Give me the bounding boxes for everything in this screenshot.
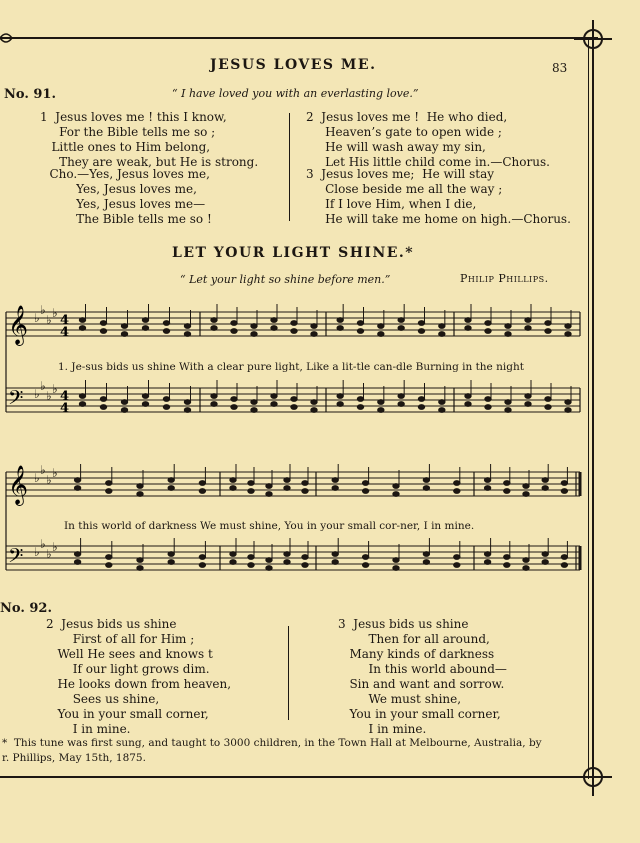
note-head	[362, 489, 368, 494]
time-sig-top-1: 4	[60, 313, 70, 328]
right-border	[592, 37, 594, 779]
note-head	[163, 321, 169, 326]
note-head	[284, 560, 290, 565]
note-head	[525, 318, 531, 323]
svg-text:♭: ♭	[46, 389, 52, 403]
note-head	[523, 484, 529, 489]
note-head	[378, 332, 384, 337]
note-head	[523, 558, 529, 563]
note-head	[505, 408, 511, 413]
note-head	[542, 486, 548, 491]
note-head	[378, 400, 384, 405]
svg-text:♭: ♭	[46, 547, 52, 561]
note-head	[362, 555, 368, 560]
note-head	[565, 324, 571, 329]
note-head	[211, 402, 217, 407]
note-head	[168, 478, 174, 483]
note-head	[454, 555, 460, 560]
note-head	[142, 326, 148, 331]
note-head	[291, 329, 297, 334]
note-head	[378, 324, 384, 329]
svg-text:♭: ♭	[46, 473, 52, 487]
svg-text:♭: ♭	[34, 545, 40, 559]
svg-text:♭: ♭	[40, 537, 46, 551]
note-head	[121, 324, 127, 329]
hymn91-verse3: 3 Jesus loves me; He will stay Close beside me all the way ; If I love Him, when I die, He will take me home on high.—Chorus.	[306, 167, 571, 226]
note-head	[266, 566, 272, 571]
note-head	[485, 329, 491, 334]
note-head	[545, 397, 551, 402]
svg-text:♭: ♭	[52, 540, 58, 554]
note-head	[378, 408, 384, 413]
note-head	[163, 397, 169, 402]
note-head	[184, 332, 190, 337]
note-head	[398, 402, 404, 407]
hymn91-chorus: Cho.—Yes, Jesus loves me, Yes, Jesus loves me, Yes, Jesus loves me— The Bible tells me so !	[49, 167, 212, 226]
note-head	[121, 400, 127, 405]
note-head	[545, 329, 551, 334]
note-head	[199, 563, 205, 568]
note-head	[504, 489, 510, 494]
note-head	[248, 489, 254, 494]
bass-clef-2: 𝄢	[8, 544, 24, 572]
footnote: * This tune was first sung, and taught to 3000 children, in the Town Hall at Melbourne, Australia, by r. Phillips, May 15th, 1875.	[2, 737, 542, 764]
note-head	[423, 560, 429, 565]
note-head	[271, 394, 277, 399]
hymn91-epigraph: “ I have loved you with an everlasting love.”	[172, 87, 419, 100]
note-head	[332, 486, 338, 491]
note-head	[393, 566, 399, 571]
note-head	[565, 408, 571, 413]
note-head	[418, 321, 424, 326]
hymn91-number: No. 91.	[4, 87, 56, 102]
note-head	[251, 400, 257, 405]
note-head	[418, 397, 424, 402]
note-head	[504, 555, 510, 560]
note-head	[211, 318, 217, 323]
corner-ornament-bottom-right	[574, 758, 612, 796]
bottom-border	[0, 776, 598, 778]
note-head	[542, 552, 548, 557]
note-head	[231, 329, 237, 334]
treble-clef-2: 𝄞	[8, 465, 29, 505]
svg-text:♭: ♭	[40, 303, 46, 317]
column-divider-2	[288, 626, 289, 720]
note-head	[79, 318, 85, 323]
note-head	[423, 478, 429, 483]
note-head	[74, 552, 80, 557]
note-head	[100, 405, 106, 410]
corner-ornament-top-right	[574, 20, 612, 58]
note-head	[542, 560, 548, 565]
note-head	[465, 326, 471, 331]
note-head	[302, 489, 308, 494]
note-head	[485, 405, 491, 410]
note-head	[561, 555, 567, 560]
note-head	[525, 394, 531, 399]
note-head	[74, 478, 80, 483]
note-head	[271, 318, 277, 323]
note-head	[465, 402, 471, 407]
time-sig-top-2: 4	[60, 389, 70, 404]
note-head	[565, 332, 571, 337]
note-head	[74, 560, 80, 565]
note-head	[484, 486, 490, 491]
note-head	[302, 563, 308, 568]
note-head	[230, 552, 236, 557]
note-head	[266, 492, 272, 497]
note-head	[337, 326, 343, 331]
note-head	[211, 326, 217, 331]
note-head	[163, 405, 169, 410]
note-head	[302, 481, 308, 486]
note-head	[357, 397, 363, 402]
note-head	[248, 481, 254, 486]
note-head	[284, 552, 290, 557]
top-border	[0, 37, 598, 39]
note-head	[561, 563, 567, 568]
note-head	[439, 400, 445, 405]
note-head	[163, 329, 169, 334]
note-head	[332, 560, 338, 565]
note-head	[142, 402, 148, 407]
note-head	[106, 563, 112, 568]
note-head	[465, 394, 471, 399]
note-head	[100, 329, 106, 334]
hymn92-epigraph: “ Let your light so shine before men.”	[180, 273, 391, 286]
hymn91-verse2: 2 Jesus loves me ! He who died, Heaven’s gate to open wide ; He will wash away my sin, Let His little child come in.—Chorus.	[306, 110, 550, 169]
note-head	[74, 486, 80, 491]
note-head	[505, 324, 511, 329]
note-head	[251, 408, 257, 413]
note-head	[362, 563, 368, 568]
note-head	[523, 566, 529, 571]
svg-text:♭: ♭	[34, 311, 40, 325]
bass-clef-1: 𝄢	[8, 386, 24, 414]
note-head	[337, 318, 343, 323]
note-head	[168, 552, 174, 557]
note-head	[199, 481, 205, 486]
note-head	[393, 492, 399, 497]
hymn92-number: No. 92.	[0, 601, 52, 616]
note-head	[168, 486, 174, 491]
note-head	[525, 402, 531, 407]
note-head	[184, 400, 190, 405]
note-head	[142, 394, 148, 399]
note-head	[100, 397, 106, 402]
note-head	[545, 405, 551, 410]
note-head	[561, 481, 567, 486]
note-head	[79, 326, 85, 331]
note-head	[484, 552, 490, 557]
note-head	[251, 324, 257, 329]
note-head	[439, 408, 445, 413]
page-number: 83	[552, 61, 568, 75]
note-head	[230, 560, 236, 565]
lyrics-line-2: In this world of darkness We must shine, You in your small cor-ner, I in mine.	[64, 520, 475, 532]
note-head	[106, 489, 112, 494]
note-head	[79, 402, 85, 407]
note-head	[362, 481, 368, 486]
note-head	[211, 394, 217, 399]
note-head	[545, 321, 551, 326]
note-head	[337, 394, 343, 399]
note-head	[284, 478, 290, 483]
note-head	[266, 484, 272, 489]
hymn91-verse1: 1 Jesus loves me ! this I know, For the Bible tells me so ; Little ones to Him belong, They are weak, but He is strong.	[40, 110, 259, 169]
note-head	[311, 400, 317, 405]
note-head	[484, 560, 490, 565]
note-head	[106, 481, 112, 486]
note-head	[311, 332, 317, 337]
note-head	[454, 563, 460, 568]
note-head	[465, 318, 471, 323]
note-head	[168, 560, 174, 565]
note-head	[137, 566, 143, 571]
note-head	[423, 486, 429, 491]
note-head	[199, 555, 205, 560]
note-head	[311, 324, 317, 329]
svg-text:♭: ♭	[40, 463, 46, 477]
note-head	[251, 332, 257, 337]
note-head	[398, 326, 404, 331]
note-head	[561, 489, 567, 494]
note-head	[184, 324, 190, 329]
note-head	[485, 397, 491, 402]
svg-text:♭: ♭	[34, 471, 40, 485]
note-head	[393, 558, 399, 563]
note-head	[291, 405, 297, 410]
note-head	[137, 484, 143, 489]
time-sig-bottom-2: 4	[60, 401, 70, 416]
note-head	[231, 321, 237, 326]
note-head	[142, 318, 148, 323]
note-head	[504, 481, 510, 486]
note-head	[137, 558, 143, 563]
note-head	[357, 321, 363, 326]
note-head	[121, 332, 127, 337]
note-head	[137, 492, 143, 497]
note-head	[291, 321, 297, 326]
note-head	[542, 478, 548, 483]
note-head	[184, 408, 190, 413]
hymn92-composer: Philip Phillips.	[460, 272, 549, 285]
note-head	[357, 329, 363, 334]
svg-text:♭: ♭	[40, 379, 46, 393]
note-head	[291, 397, 297, 402]
note-head	[266, 558, 272, 563]
note-head	[439, 324, 445, 329]
note-head	[271, 402, 277, 407]
ornament-top-left	[0, 28, 14, 48]
staff-2-treble	[6, 472, 580, 496]
note-head	[332, 552, 338, 557]
note-head	[231, 405, 237, 410]
music-score	[0, 290, 584, 590]
note-head	[106, 555, 112, 560]
note-head	[199, 489, 205, 494]
note-head	[121, 408, 127, 413]
treble-clef-1: 𝄞	[8, 305, 29, 345]
note-head	[439, 332, 445, 337]
note-head	[504, 563, 510, 568]
svg-text:♭: ♭	[52, 306, 58, 320]
note-head	[230, 478, 236, 483]
note-head	[79, 394, 85, 399]
column-divider	[289, 113, 290, 221]
note-head	[248, 555, 254, 560]
note-head	[418, 329, 424, 334]
note-head	[454, 481, 460, 486]
note-head	[393, 484, 399, 489]
svg-text:♭: ♭	[52, 466, 58, 480]
note-head	[311, 408, 317, 413]
note-head	[337, 402, 343, 407]
hymn92-verse2: 2 Jesus bids us shine First of all for Him ; Well He sees and knows t If our light grows dim. He looks down from heaven, Sees us shine, You in your small corner, I in mine.	[46, 617, 232, 736]
note-head	[418, 405, 424, 410]
note-head	[231, 397, 237, 402]
note-head	[505, 332, 511, 337]
note-head	[332, 478, 338, 483]
right-border-inner	[588, 37, 589, 779]
svg-text:♭: ♭	[52, 382, 58, 396]
note-head	[525, 326, 531, 331]
svg-text:♭: ♭	[34, 387, 40, 401]
staff-2-bass	[6, 546, 580, 570]
svg-text:♭: ♭	[46, 313, 52, 327]
note-head	[484, 478, 490, 483]
note-head	[505, 400, 511, 405]
note-head	[271, 326, 277, 331]
note-head	[302, 555, 308, 560]
note-head	[423, 552, 429, 557]
note-head	[565, 400, 571, 405]
note-head	[398, 318, 404, 323]
note-head	[284, 486, 290, 491]
hymn92-verse3: 3 Jesus bids us shine Then for all around, Many kinds of darkness In this world abound— Sin and want and sorrow. We must shine, You in your small corner, I in mine.	[338, 617, 507, 736]
note-head	[485, 321, 491, 326]
note-head	[454, 489, 460, 494]
note-head	[523, 492, 529, 497]
hymn91-title: JESUS LOVES ME.	[210, 57, 377, 73]
note-head	[248, 563, 254, 568]
time-sig-bottom-1: 4	[60, 325, 70, 340]
note-head	[398, 394, 404, 399]
note-head	[230, 486, 236, 491]
hymn92-title: LET YOUR LIGHT SHINE.*	[172, 245, 415, 261]
lyrics-line-1: 1. Je-sus bids us shine With a clear pure light, Like a lit-tle can-dle Burning in the night	[58, 361, 524, 373]
note-head	[357, 405, 363, 410]
note-head	[100, 321, 106, 326]
